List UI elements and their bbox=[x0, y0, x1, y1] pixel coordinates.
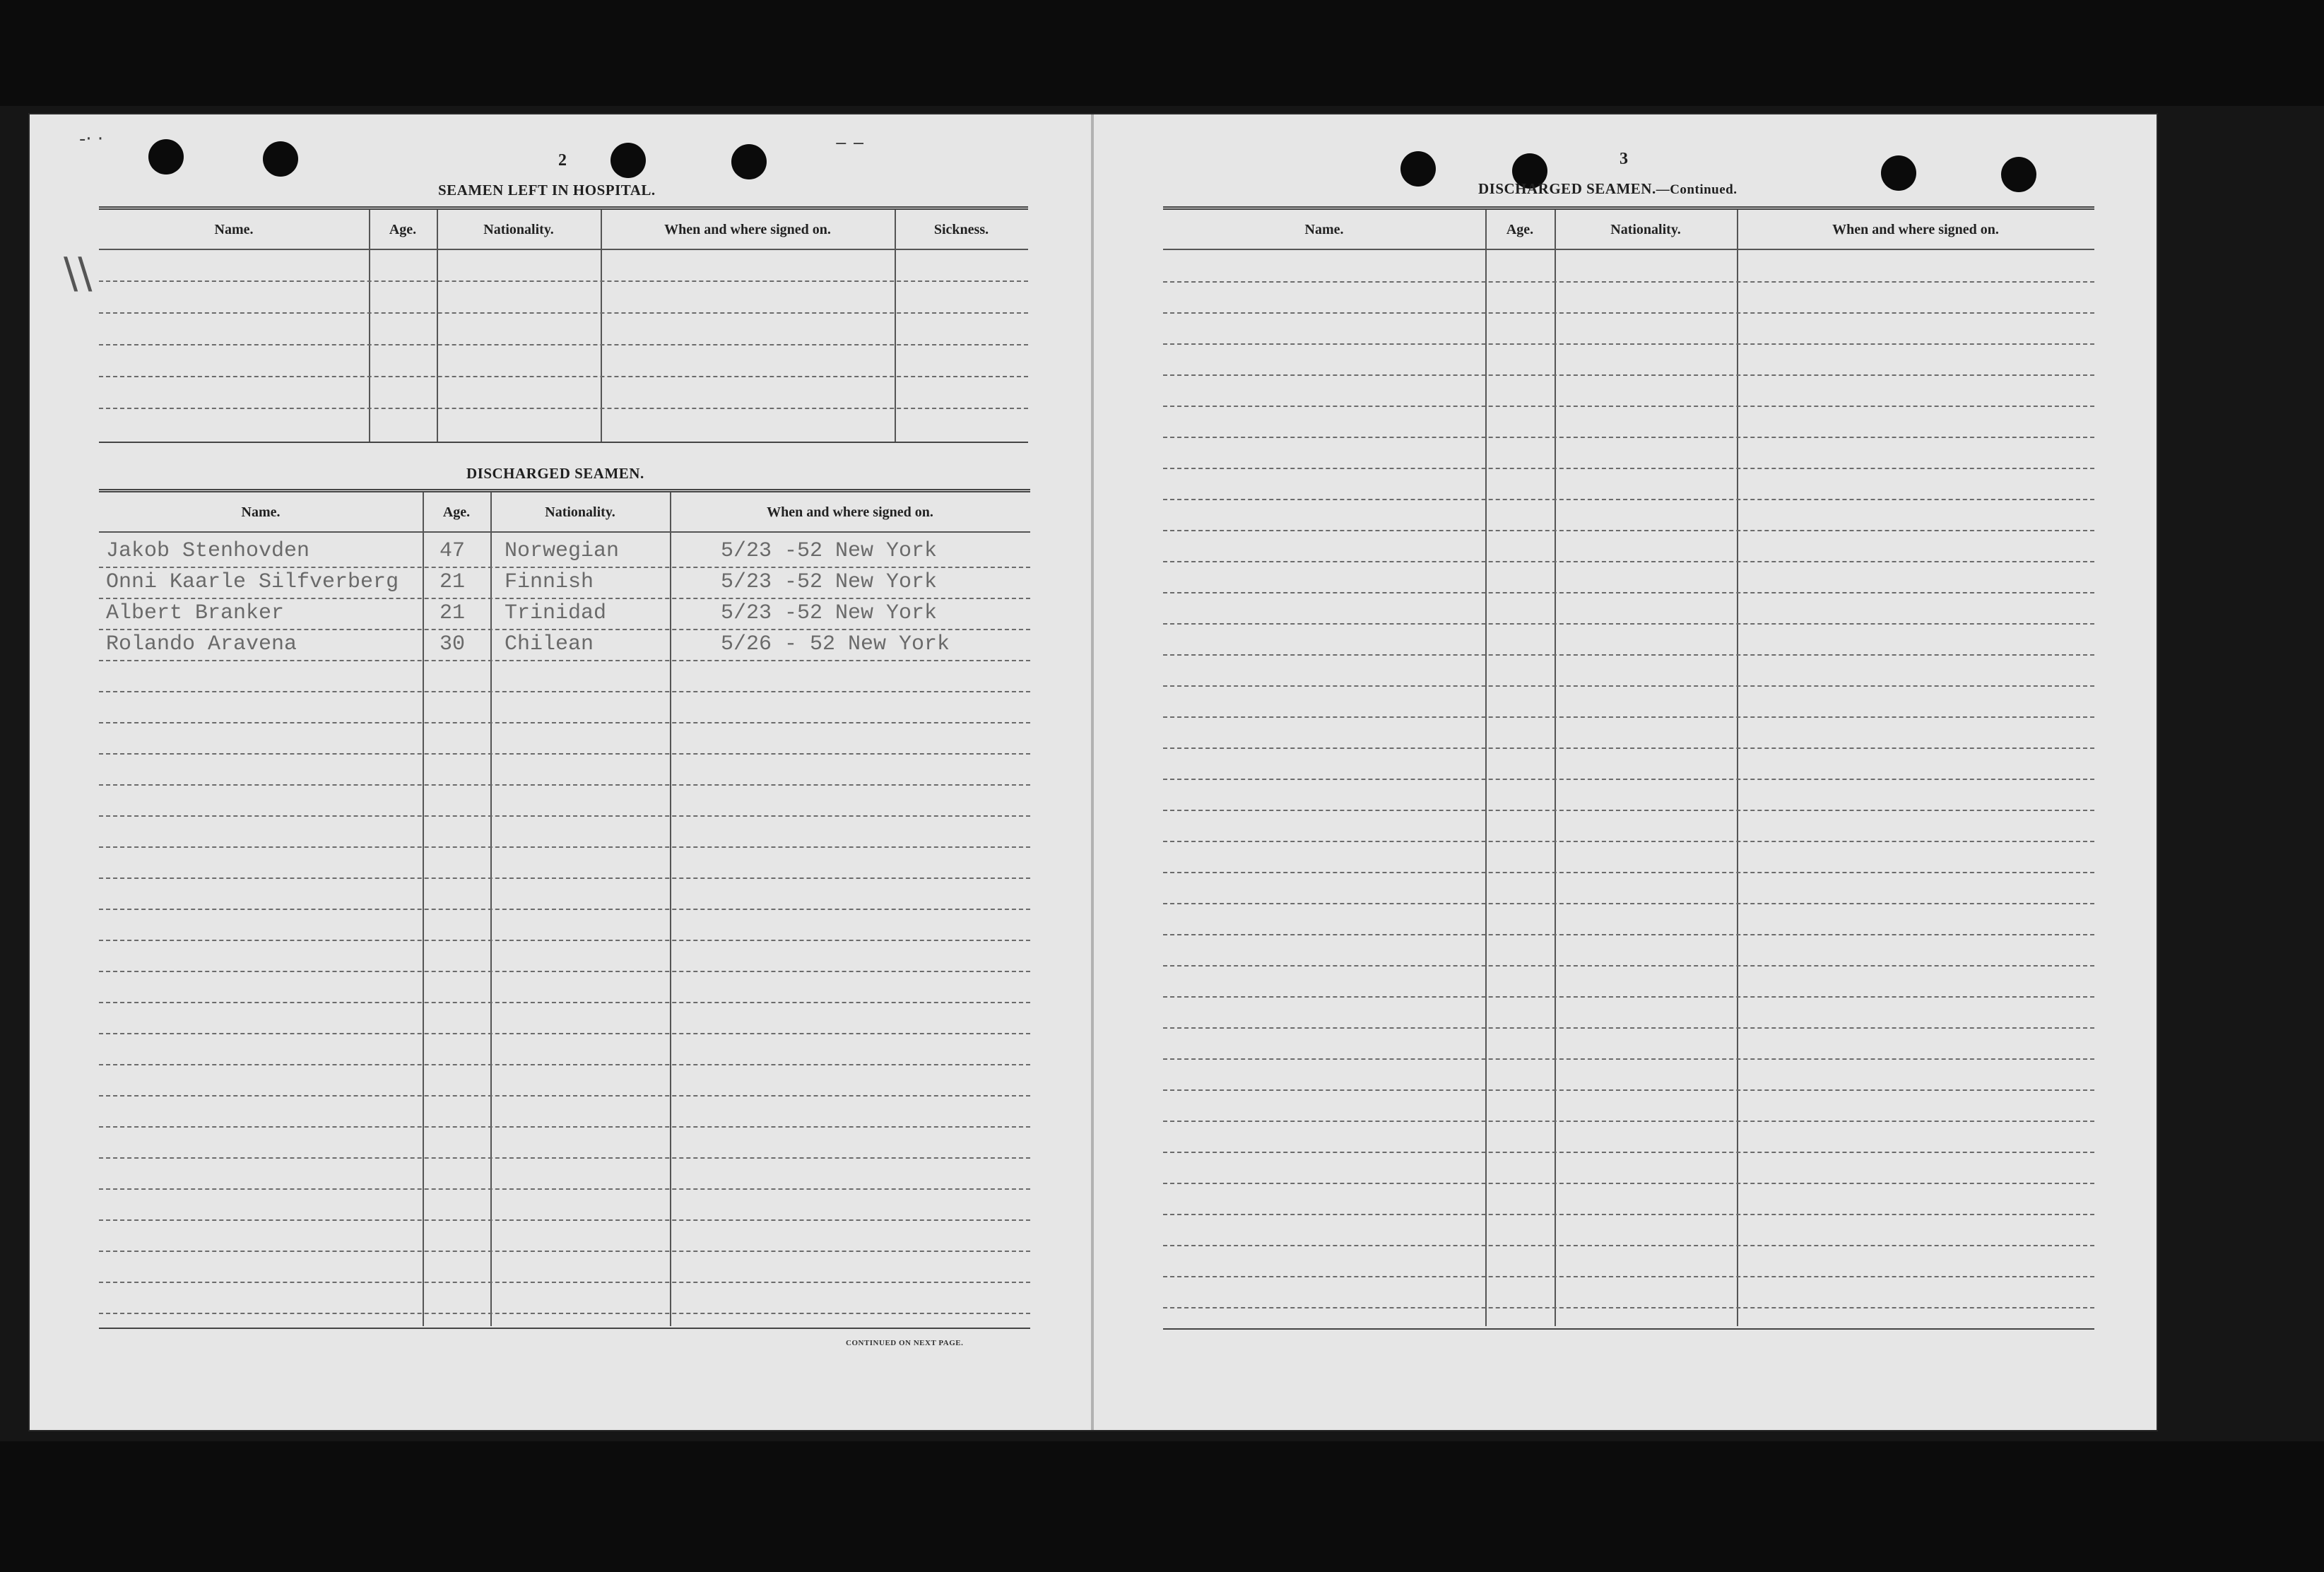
table-row bbox=[99, 598, 1030, 629]
ruled-line bbox=[99, 1251, 1030, 1252]
ruled-line bbox=[99, 877, 1030, 879]
ruled-line bbox=[99, 344, 1028, 345]
discharged-table-right bbox=[1163, 206, 2094, 1337]
ruled-line bbox=[1163, 1027, 2094, 1029]
seaman-signed-on: 5/26 - 52 New York bbox=[721, 632, 950, 656]
column-divider bbox=[1555, 210, 1556, 1326]
center-fold bbox=[1091, 114, 1094, 1430]
ruled-line bbox=[99, 691, 1030, 692]
ruled-line bbox=[99, 940, 1030, 941]
ruled-line bbox=[1163, 1121, 2094, 1122]
ruled-line bbox=[99, 1126, 1030, 1128]
ruled-line bbox=[1163, 1183, 2094, 1184]
table-row bbox=[99, 629, 1030, 660]
table-header bbox=[99, 497, 1030, 527]
scanner-top-band bbox=[0, 0, 2324, 106]
ruled-line bbox=[1163, 406, 2094, 407]
ruled-line bbox=[99, 1282, 1030, 1283]
column-header-signed-on: When and where signed on. bbox=[1832, 221, 1999, 237]
seaman-name: Rolando Aravena bbox=[106, 632, 297, 656]
punch-hole bbox=[2001, 157, 2036, 192]
ruled-line bbox=[99, 1313, 1030, 1314]
seaman-name: Onni Kaarle Silfverberg bbox=[106, 570, 399, 594]
seaman-age: 21 bbox=[440, 601, 466, 625]
table-row bbox=[99, 567, 1030, 598]
ruled-line bbox=[99, 376, 1028, 377]
title-suffix: —Continued. bbox=[1656, 182, 1738, 197]
seaman-nationality: Trinidad bbox=[505, 601, 607, 625]
column-header-nationality: Nationality. bbox=[545, 504, 615, 520]
seaman-signed-on: 5/23 -52 New York bbox=[721, 570, 938, 594]
column-header-nationality: Nationality. bbox=[1610, 221, 1681, 237]
ruled-line bbox=[1163, 374, 2094, 376]
register-sheet bbox=[30, 114, 2157, 1430]
ruled-line bbox=[1163, 312, 2094, 314]
title-main: DISCHARGED SEAMEN. bbox=[1478, 180, 1656, 197]
ruled-line bbox=[99, 408, 1028, 409]
punch-hole bbox=[731, 144, 767, 179]
stray-mark: -· · bbox=[79, 129, 104, 150]
seaman-name: Albert Branker bbox=[106, 601, 285, 625]
ruled-line bbox=[99, 1033, 1030, 1034]
page-number-left: 2 bbox=[558, 151, 567, 170]
table-header bbox=[99, 215, 1028, 244]
ruled-line bbox=[99, 1095, 1030, 1097]
stray-mark: ‒ ‒ bbox=[835, 132, 865, 153]
header-rule bbox=[99, 531, 1030, 533]
seaman-age: 47 bbox=[440, 539, 466, 563]
ruled-line bbox=[99, 815, 1030, 817]
ruled-line bbox=[99, 312, 1028, 314]
ruled-line bbox=[1163, 1276, 2094, 1277]
column-header-nationality: Nationality. bbox=[483, 221, 554, 237]
discharged-table-left bbox=[99, 489, 1030, 1337]
ruled-line bbox=[99, 971, 1030, 972]
seaman-nationality: Norwegian bbox=[505, 539, 620, 563]
ruled-line bbox=[1163, 716, 2094, 718]
ruled-line bbox=[1163, 561, 2094, 562]
scanner-bottom-band bbox=[0, 1441, 2324, 1572]
ruled-line bbox=[1163, 1152, 2094, 1153]
punch-hole bbox=[611, 143, 646, 178]
punch-hole bbox=[1400, 151, 1436, 187]
seaman-age: 21 bbox=[440, 570, 466, 594]
column-header-age: Age. bbox=[442, 504, 471, 520]
ruled-line bbox=[99, 846, 1030, 848]
table-top-rule bbox=[1163, 206, 2094, 210]
ruled-line bbox=[1163, 654, 2094, 656]
column-divider bbox=[1737, 210, 1738, 1326]
seaman-signed-on: 5/23 -52 New York bbox=[721, 601, 938, 625]
ruled-line bbox=[1163, 685, 2094, 687]
seaman-nationality: Finnish bbox=[505, 570, 594, 594]
column-header-sickness: Sickness. bbox=[933, 221, 989, 237]
table-bottom-rule bbox=[99, 442, 1028, 443]
ruled-line bbox=[1163, 623, 2094, 625]
column-header-age: Age. bbox=[389, 221, 417, 237]
punch-hole bbox=[148, 139, 184, 175]
page-number-right: 3 bbox=[1620, 150, 1628, 168]
seaman-name: Jakob Stenhovden bbox=[106, 539, 310, 563]
seaman-signed-on: 5/23 -52 New York bbox=[721, 539, 938, 563]
ruled-line bbox=[1163, 779, 2094, 780]
column-divider bbox=[1485, 210, 1487, 1326]
table-row bbox=[99, 536, 1030, 567]
discharged-continued-title bbox=[1478, 180, 1737, 198]
column-header-signed-on: When and where signed on. bbox=[767, 504, 933, 520]
table-top-rule bbox=[99, 489, 1030, 492]
header-rule bbox=[99, 249, 1028, 250]
ruled-line bbox=[1163, 810, 2094, 811]
ruled-line bbox=[99, 280, 1028, 282]
ruled-line bbox=[1163, 903, 2094, 904]
column-header-name: Name. bbox=[214, 221, 254, 237]
table-header bbox=[1163, 215, 2094, 244]
hospital-section-title: SEAMEN LEFT IN HOSPITAL. bbox=[438, 182, 656, 199]
ruled-line bbox=[1163, 965, 2094, 967]
ruled-line bbox=[1163, 934, 2094, 935]
ruled-line bbox=[1163, 1058, 2094, 1060]
ruled-line bbox=[1163, 841, 2094, 842]
table-bottom-rule bbox=[99, 1328, 1030, 1329]
hospital-table bbox=[99, 206, 1028, 454]
ruled-line bbox=[99, 784, 1030, 786]
ruled-line bbox=[1163, 592, 2094, 593]
column-header-age: Age. bbox=[1506, 221, 1534, 237]
ruled-line bbox=[1163, 996, 2094, 998]
ruled-line bbox=[99, 1188, 1030, 1190]
ruled-line bbox=[1163, 281, 2094, 283]
table-bottom-rule bbox=[1163, 1328, 2094, 1330]
table-top-rule bbox=[99, 206, 1028, 210]
ruled-line bbox=[99, 1219, 1030, 1221]
punch-hole bbox=[263, 141, 298, 177]
ruled-line bbox=[1163, 530, 2094, 531]
ruled-line bbox=[1163, 747, 2094, 749]
ruled-line bbox=[1163, 1307, 2094, 1308]
ruled-line bbox=[1163, 1214, 2094, 1215]
ruled-line bbox=[1163, 499, 2094, 500]
ruled-line bbox=[99, 1064, 1030, 1065]
ruled-line bbox=[1163, 872, 2094, 873]
ruled-line bbox=[99, 909, 1030, 910]
ruled-line bbox=[1163, 1089, 2094, 1091]
ruled-line bbox=[99, 1002, 1030, 1003]
discharged-section-title: DISCHARGED SEAMEN. bbox=[466, 465, 644, 482]
seaman-age: 30 bbox=[440, 632, 466, 656]
ruled-line bbox=[99, 753, 1030, 755]
ruled-line bbox=[1163, 437, 2094, 438]
seaman-nationality: Chilean bbox=[505, 632, 594, 656]
continued-footnote: CONTINUED ON NEXT PAGE. bbox=[846, 1339, 964, 1347]
punch-hole bbox=[1881, 155, 1916, 191]
header-rule bbox=[1163, 249, 2094, 250]
column-header-name: Name. bbox=[241, 504, 281, 520]
handwritten-mark: \\ bbox=[64, 249, 93, 298]
ruled-line bbox=[1163, 343, 2094, 345]
ruled-line bbox=[99, 722, 1030, 723]
ruled-line bbox=[99, 1157, 1030, 1159]
ruled-line bbox=[1163, 468, 2094, 469]
ruled-line bbox=[99, 660, 1030, 661]
column-header-signed-on: When and where signed on. bbox=[664, 221, 831, 237]
ruled-line bbox=[1163, 1245, 2094, 1246]
column-header-name: Name. bbox=[1304, 221, 1344, 237]
